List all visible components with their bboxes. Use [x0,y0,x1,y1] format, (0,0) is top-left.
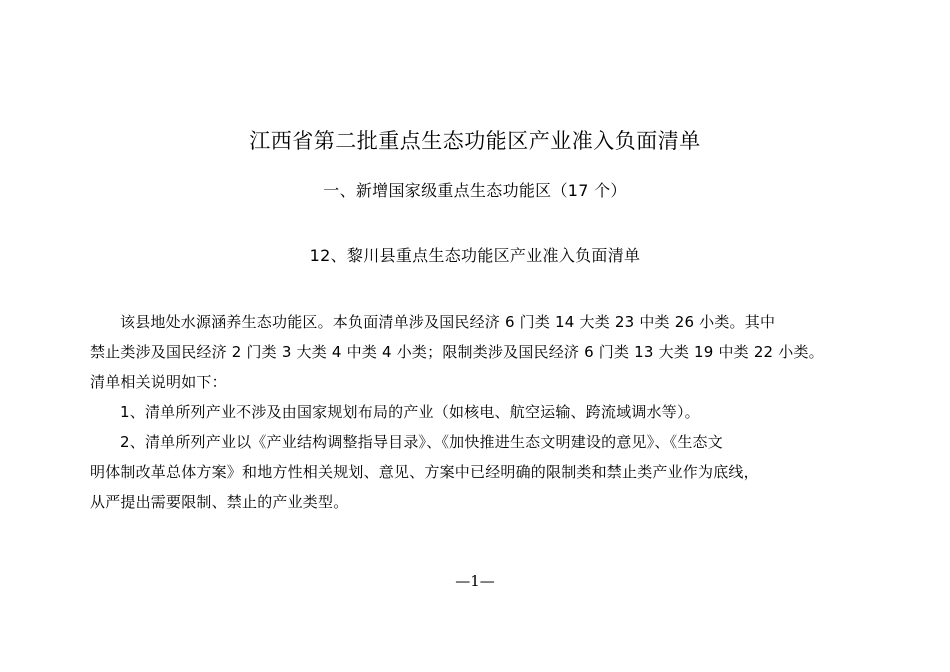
document-title: 江西省第二批重点生态功能区产业准入负面清单 [249,129,701,153]
note-1: 1、清单所列产业不涉及由国家规划布局的产业（如核电、航空运输、跨流域调水等）。 [120,403,700,421]
note-2-line-2: 明体制改革总体方案》和地方性相关规划、意见、方案中已经明确的限制类和禁止类产业作为底线， [90,463,759,481]
page-number: —1— [455,572,495,590]
note-2-line-3: 从严提出需要限制、禁止的产业类型。 [90,493,349,511]
note-2-line-1: 2、清单所列产业以《产业结构调整指导目录》、《加快推进生态文明建设的意见》、《生态文 [120,433,723,451]
list-subheading: 12、黎川县重点生态功能区产业准入负面清单 [309,246,641,265]
intro-paragraph-line-3: 清单相关说明如下： [90,373,227,391]
intro-paragraph-line-1: 该县地处水源涵养生态功能区。本负面清单涉及国民经济 6 门类 14 大类 23 中类 26 小类。其中 [120,313,776,331]
section-heading: 一、新增国家级重点生态功能区（17 个） [323,181,627,200]
intro-paragraph-line-2: 禁止类涉及国民经济 2 门类 3 大类 4 中类 4 小类；限制类涉及国民经济 6 门类 13 大类 19 中类 22 小类。 [90,343,824,361]
body-text [90,307,880,517]
